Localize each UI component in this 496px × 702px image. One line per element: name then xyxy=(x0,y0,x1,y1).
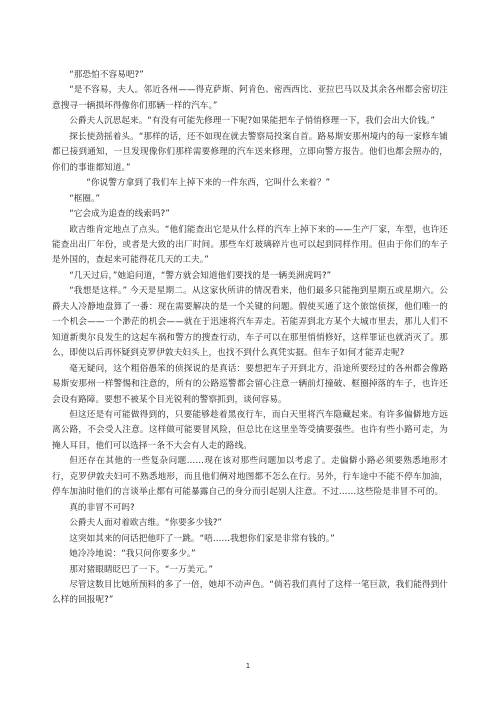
paragraph: 真的非冒不可吗? xyxy=(69,502,135,513)
paragraph: “我想是这样。” 今天是星期二。从这家伙所讲的情况看来，他们最多只能拖到星期五或星期六。公爵夫人冷静地盘算了一番：现在需要解决的是一个关键的问题。假使买通了这个旅馆侦探，他们唯一的一个机会——一个渺茫的机会——就在于迅速将汽车弄走。若能弄到北方某个大城市里去，那儿人们不知道新奥尔良发生的这起车祸和警方的搜查行动，车子可以在那里悄悄修好，这样罪证也就消灭了。那么，即使以后再怀疑到克罗伊敦夫妇头上，也找不到什么真凭实据。但车子如何才能弄走呢? xyxy=(52,286,448,359)
paragraph: “几天过后，”她追问道，“警方就会知道他们要找的是一辆美洲虎吗?” xyxy=(69,270,332,281)
page-number: 1 xyxy=(245,662,251,670)
paragraph: “你说警方拿到了我们车上掉下来的一件东西，它叫什么来着？” xyxy=(86,178,331,189)
paragraph: “那恐怕不容易吧?” xyxy=(69,70,144,80)
paragraph: “是不容易，夫人。邻近各州——得克萨斯、阿肯色、密西西比、亚拉巴马以及其余各州都会密切注意搜寻一辆损坏得像你们那辆一样的汽车。” xyxy=(52,85,448,111)
paragraph: “它会成为追查的线索吗?” xyxy=(69,209,170,220)
paragraph: 但这还是有可能做得到的，只要能够趁着黑夜行车，而白天里将汽车隐藏起来。有许多偏僻地方远离公路，不会受人注意。这样做可能要冒风险，但总比在这里坐等受擒要强些。也许有些小路可走，为掩人耳目，他们可以选择一条不大会有人走的路线。 xyxy=(52,409,448,451)
paragraph: 公爵夫人面对着欧吉维。“你要多少钱?” xyxy=(69,518,223,529)
paragraph: “框圈。” xyxy=(69,193,101,204)
paragraph: 她冷冷地说：“我只问你要多少。” xyxy=(69,549,196,560)
paragraph: 但还存在其他的一些复杂问题……现在该对那些问题加以考虑了。走偏僻小路必须要熟悉地形才行，克罗伊敦夫妇可不熟悉地形，而且他们俩对地图都不怎么在行。另外，行车途中不能不停车加油，停车加油时他们的言谈举止都有可能暴露自己的身分而引起别人注意。不过……这些险是非冒不可的。 xyxy=(52,456,448,498)
paragraph: 探长使劲摇着头。“那样的话，还不如现在就去警察局投案自首。路易斯安那州境内的每一家修车铺都已接到通知，一旦发现像你们那样需要修理的汽车送来修理，立即向警方报告。他们也都会照办的，你们的事谁都知道。” xyxy=(52,131,448,173)
body-text xyxy=(52,68,448,609)
paragraph: 公爵夫人沉思起来。“有没有可能先修理一下呢?如果能把车子悄悄修理一下，我们会出大价钱。” xyxy=(69,116,436,127)
paragraph: 尽管这数目比她所预料的多了一倍，她却不动声色。“倘若我们真付了这样一笔巨款，我们能得到什么样的回报呢?” xyxy=(52,579,448,606)
paragraph: 那对猪眼睛眨巴了一下。“一万美元。” xyxy=(69,564,214,575)
paragraph: 这突如其来的问话把他吓了一跳。“唔……我想你们家是非常有钱的。” xyxy=(69,533,335,544)
paragraph: 毫无疑问，这个粗俗愚笨的侦探说的是真话：要想把车子开到北方，沿途所要经过的各州都会像路易斯安那州一样警惕和注意的，所有的公路巡警都会留心注意一辆前灯撞破、框圈掉落的车子，也许还会设有路障。要想不被某个目光锐利的警察抓到，谈何容易。 xyxy=(52,363,448,405)
paragraph: 欧吉维肯定地点了点头。“他们能查出它是从什么样的汽车上掉下来的——生产厂家，车型，也许还能查出出厂年份，或者是大致的出厂时间。那些车灯玻璃碎片也可以起到同样作用。但由于你们的车子是外国的，查起来可能得花几天的工夫。” xyxy=(52,224,448,266)
